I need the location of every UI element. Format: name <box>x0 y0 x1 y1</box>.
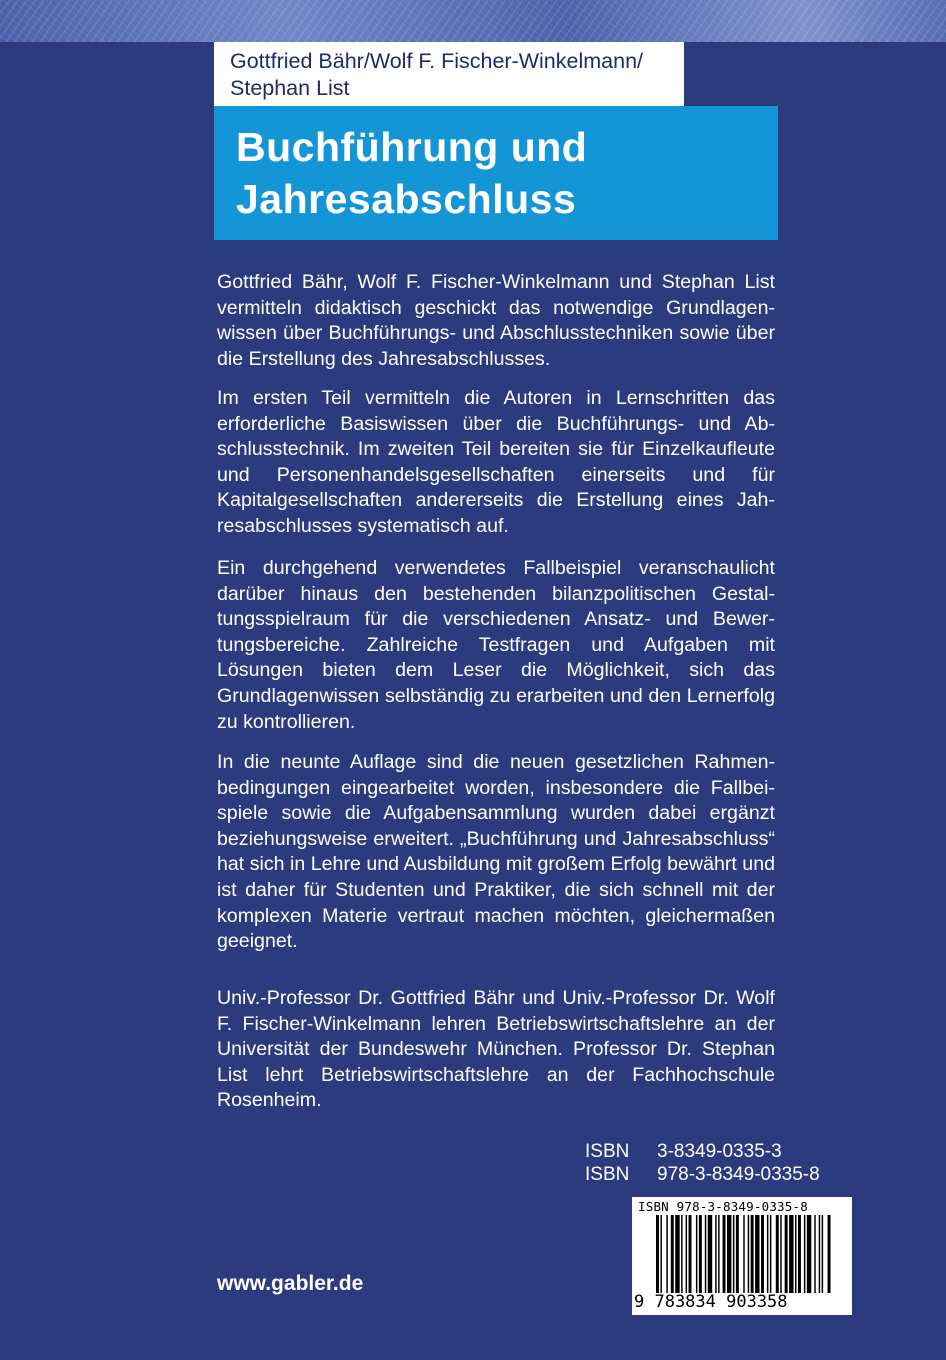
blurb-paragraph-1: Gottfried Bähr, Wolf F. Fischer-Winkelmann und Stephan List vermitteln didaktisch geschickt das notwendige Grundlagenwissen über Buchführungs- und Abschlusstechniken sowie über die Erstellung des Jahresabschlusses. <box>217 271 775 370</box>
barcode-bars <box>656 1215 832 1293</box>
barcode-bar <box>748 1215 749 1293</box>
cover-texture <box>0 0 946 42</box>
barcode-bar <box>718 1215 719 1293</box>
barcode-bar <box>819 1215 820 1293</box>
author-bio: Univ.-Professor Dr. Gottfried Bähr und Univ.-Professor Dr. Wolf F. Fischer-Winkelmann lehren Betriebswirtschaftslehre an der Universität der Bundeswehr München. Professor Dr. Stephan List lehrt Betriebswirtschaftslehre an der Fachhochschule Rosenheim. <box>217 987 775 1112</box>
barcode-bar <box>681 1215 682 1293</box>
barcode-bar <box>828 1215 831 1293</box>
barcode-bar <box>767 1215 768 1293</box>
author-band <box>214 42 684 106</box>
isbn-10: ISBN 3-8349-0335-3 <box>585 1141 782 1162</box>
barcode-bar <box>743 1215 744 1293</box>
barcode-bar <box>686 1215 687 1293</box>
barcode-bar <box>656 1215 659 1293</box>
barcode-bar <box>705 1215 706 1293</box>
blurb-paragraph-4: In die neunte Auflage sind die neuen gesetzlichen Rahmenbedingungen eingearbeitet worden, insbesondere die Fallbeispiele sowie die Aufgabensammlung wurden dabei ergänzt beziehungsweise erweitert. „Buchführung und Jahresabschluss“ hat sich in Lehre und Ausbildung mit großem Erfolg bewährt und ist daher für Studenten und Praktiker, die sich schnell mit der komplexen Materie vertraut machen möchten, gleichermaßen geeignet. <box>217 751 775 953</box>
barcode-bar <box>696 1215 697 1293</box>
barcode-digits: 9 783834 903358 <box>634 1292 788 1312</box>
author-line-2: Stephan List <box>230 76 350 100</box>
barcode-bar <box>675 1215 679 1293</box>
barcode-bar <box>755 1215 759 1293</box>
barcode-isbn-text: ISBN 978-3-8349-0335-8 <box>638 1199 808 1214</box>
barcode-bar <box>761 1215 764 1293</box>
isbn-13: ISBN 978-3-8349-0335-8 <box>585 1164 820 1185</box>
barcode-bar <box>822 1215 823 1293</box>
barcode-bar <box>660 1215 661 1293</box>
barcode-bar <box>807 1215 811 1293</box>
title-line-1: Buchführung und <box>236 124 588 170</box>
barcode-bar <box>751 1215 754 1293</box>
barcode-bar <box>699 1215 702 1293</box>
barcode-bar <box>780 1215 781 1293</box>
title-band <box>214 106 778 240</box>
author-line-1: Gottfried Bähr/Wolf F. Fischer-Winkelmann/ <box>230 49 644 73</box>
barcode-bar <box>785 1215 788 1293</box>
barcode-bar <box>727 1215 731 1293</box>
barcode-bar <box>715 1215 716 1293</box>
blurb-paragraph-2: Im ersten Teil vermitteln die Autoren in Lernschritten das erforderliche Basiswissen über die Buchführungs- und Abschlusstechnik. Im zweiten Teil bereiten sie für Einzelkaufleute und Personenhandelsgesellschaften einerseits und für Kapitalgesellschaften andererseits die Erstellung eines Jahresabschlusses systematisch auf. <box>217 387 775 537</box>
publisher-website[interactable]: www.gabler.de <box>217 1272 364 1295</box>
barcode-bar <box>736 1215 739 1293</box>
barcode-bar <box>798 1215 801 1293</box>
barcode-bar <box>776 1215 779 1293</box>
barcode-bar <box>789 1215 793 1293</box>
barcode-bar <box>770 1215 771 1293</box>
barcode-bar <box>666 1215 667 1293</box>
barcode-bar <box>708 1215 712 1293</box>
title-line-2: Jahresabschluss <box>236 176 577 222</box>
blurb-paragraph-3: Ein durchgehend verwendetes Fallbeispiel veranschaulicht darüber hinaus den bestehenden bilanzpolitischen Gestaltungsspielraum für die verschiedenen Ansatz- und Bewertungsbereiche. Zahlreiche Testfragen und Aufgaben mit Lösungen bieten dem Leser die Möglichkeit, sich das Grundlagenwissen selbständig zu erarbeiten und den Lernerfolg zu kontrollieren. <box>217 557 775 733</box>
barcode-bar <box>689 1215 692 1293</box>
barcode-bar <box>795 1215 796 1293</box>
barcode <box>632 1197 852 1315</box>
barcode-bar <box>723 1215 726 1293</box>
barcode-bar <box>814 1215 815 1293</box>
barcode-bar <box>733 1215 734 1293</box>
barcode-bar <box>671 1215 674 1293</box>
barcode-bar <box>804 1215 805 1293</box>
